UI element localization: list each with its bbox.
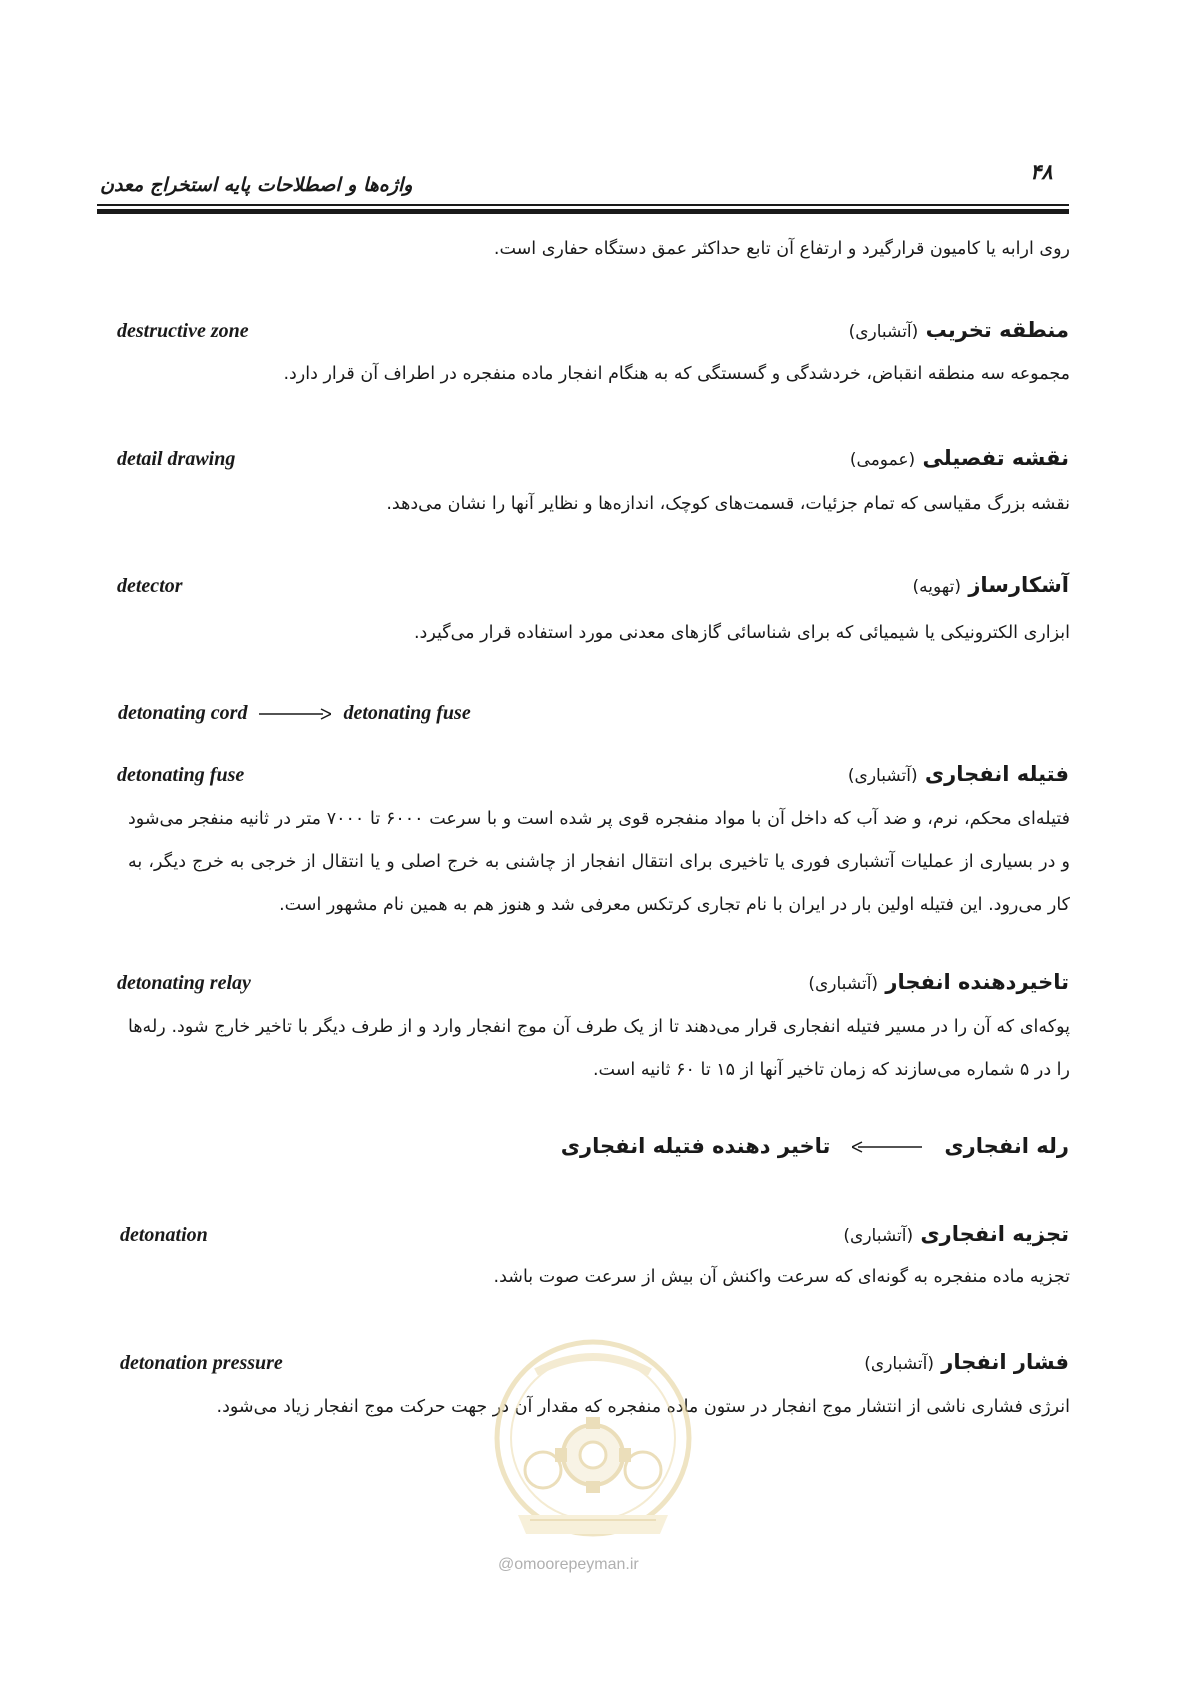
xref-from-term: detonating cord [118, 702, 248, 724]
header-rule-thin [97, 204, 1069, 206]
continuation-paragraph: روی ارابه یا کامیون قرارگیرد و ارتفاع آن تابع حداکثر عمق دستگاه حفاری است. [493, 239, 1070, 259]
entry-term-fa-text: منطقه تخریب [925, 318, 1069, 342]
entry-term-en: detonation [120, 1224, 208, 1246]
running-header-title: واژه‌ها و اصطلاحات پایه استخراج معدن [100, 174, 413, 196]
entry-term-fa-text: تاخیردهنده انفجار [885, 970, 1069, 994]
entry-term-fa-text: تجزیه انفجاری [920, 1222, 1069, 1246]
entry-category: (تهویه) [912, 577, 962, 597]
entry-definition: مجموعه سه منطقه انقباض، خردشدگی و گسستگی که به هنگام انفجار ماده منفجره در اطراف آن قرار دارد. [283, 364, 1070, 384]
arrow-right-icon [259, 708, 331, 720]
entry-term-fa [843, 1222, 1069, 1246]
watermark-url: @omoorepeyman.ir [498, 1556, 639, 1573]
xref-to-term: detonating fuse [343, 702, 471, 724]
entry-term-en: detail drawing [117, 448, 236, 470]
entry-term-en: detonating relay [117, 972, 251, 994]
entry-term-fa [848, 762, 1069, 786]
xref-fa-from-term: رله انفجاری [944, 1134, 1069, 1158]
entry-term-en: destructive zone [117, 320, 249, 342]
entry-category: (آتشباری) [843, 1226, 914, 1246]
entry-term-fa-text: آشکارساز [968, 573, 1069, 597]
entry-term-fa-text: فشار انفجار [941, 1350, 1069, 1374]
entry-definition: ابزاری الکترونیکی یا شیمیائی که برای شناسائی گازهای معدنی مورد استفاده قرار می‌گیرد. [413, 623, 1070, 643]
page-number: ۴۸ [1030, 160, 1053, 184]
entry-term-fa-text: فتیله انفجاری [924, 762, 1069, 786]
entry-term-en: detonation pressure [120, 1352, 283, 1374]
entry-term-fa [913, 573, 1069, 597]
header-rule-thick [97, 209, 1069, 214]
xref-fa-to-term: تاخیر دهنده فتیله انفجاری [560, 1134, 831, 1158]
entry-term-en: detonating fuse [117, 764, 245, 786]
entry-term-fa [808, 970, 1069, 994]
cross-reference-en [118, 702, 471, 725]
entry-term-fa [850, 446, 1069, 470]
entry-definition: انرژی فشاری ناشی از انتشار موج انفجار در ستون ماده منفجره که مقدار آن در جهت حرکت موج انفجار زیاد می‌شود. [216, 1397, 1070, 1417]
cross-reference-fa [561, 1134, 1069, 1158]
entry-category: (آتشباری) [808, 974, 879, 994]
entry-definition: پوکه‌ای که آن را در مسیر فتیله انفجاری قرار می‌دهند تا از یک طرف آن موج انفجار وارد و از طرف دیگر با تاخیر خارج شود. رله‌ها را در ۵ شماره می‌سازند که زمان تاخیر آنها از ۱۵ تا ۶۰ ثانیه است. [128, 1017, 1070, 1080]
entry-category: (آتشباری) [848, 322, 919, 342]
entry-category: (آتشباری) [847, 766, 918, 786]
entry-definition: تجزیه ماده منفجره به گونه‌ای که سرعت واکنش آن بیش از سرعت صوت باشد. [493, 1267, 1070, 1287]
entry-category: (عمومی) [849, 450, 916, 470]
entry-definition: فتیله‌ای محکم، نرم، و ضد آب که داخل آن با مواد منفجره قوی پر شده است و با سرعت ۶۰۰۰ تا ۷۰۰۰ متر در ثانیه منفجر می‌شود و در بسیاری از عملیات آتشباری فوری یا تاخیری برای انتقال انفجار از چاشنی به خرج اصلی و یا انتقال از خرجی به خرج دیگر، به کار می‌رود. این فتیله اولین بار در ایران با نام تجاری کرتکس معرفی شد و هنوز هم به همین نام مشهور است. [128, 809, 1070, 915]
arrow-left-icon [852, 1141, 922, 1153]
entry-term-fa [864, 1350, 1069, 1374]
entry-definition: نقشه بزرگ مقیاسی که تمام جزئیات، قسمت‌های کوچک، اندازه‌ها و نظایر آنها را نشان می‌دهد. [386, 494, 1070, 514]
entry-term-fa [849, 318, 1069, 342]
gear-seal-watermark-icon [488, 1320, 698, 1590]
entry-term-en: detector [117, 575, 183, 597]
entry-term-fa-text: نقشه تفصیلی [922, 446, 1069, 470]
entry-category: (آتشباری) [864, 1354, 934, 1374]
